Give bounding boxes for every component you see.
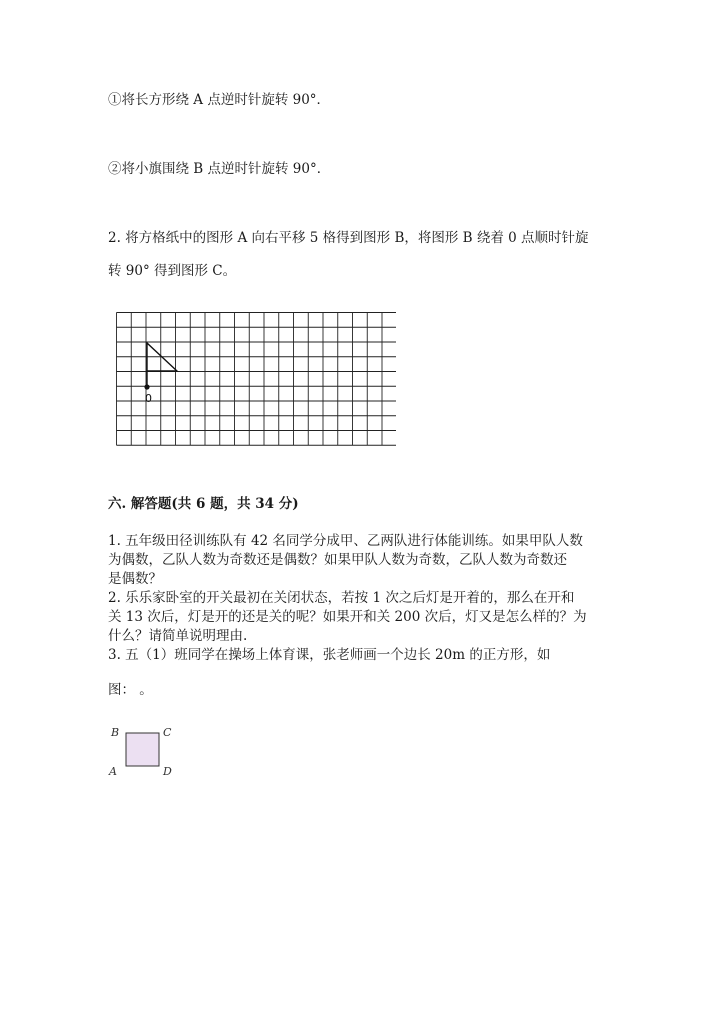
grid-lines — [117, 313, 397, 446]
question-2-line-2: 转 90° 得到图形 C。 — [108, 263, 237, 279]
question-2-line-1: 2. 将方格纸中的图形 A 向右平移 5 格得到图形 B，将图形 B 绕着 0 点顺时针旋 — [108, 230, 589, 246]
instruction-item-1: ①将长方形绕 A 点逆时针旋转 90°． — [108, 92, 331, 108]
vertex-label-a: A — [109, 765, 117, 778]
rotation-point-0 — [144, 384, 149, 389]
section-6-heading: 六. 解答题(共 6 题，共 34 分) — [108, 496, 299, 512]
section-6-q1-line-3: 是偶数？ — [108, 571, 162, 587]
section-6-q2-line-2: 关 13 次后，灯是开的还是关的呢？如果开和关 200 次后，灯又是怎么样的？为 — [108, 609, 587, 625]
square-figure — [106, 722, 186, 782]
rotation-point-label: 0 — [145, 392, 152, 405]
section-6-q2-line-1: 2. 乐乐家卧室的开关最初在关闭状态，若按 1 次之后灯是开着的，那么在开和 — [108, 590, 575, 606]
square-shape — [126, 733, 159, 766]
section-6-q1-line-2: 为偶数，乙队人数为奇数还是偶数？如果甲队人数为奇数，乙队人数为奇数还 — [108, 552, 567, 568]
instruction-item-2: ②将小旗围绕 B 点逆时针旋转 90°． — [108, 161, 331, 177]
vertex-label-b: B — [111, 726, 120, 739]
section-6-q3-line-2: 图： 。 — [108, 682, 153, 698]
section-6-q1-line-1: 1. 五年级田径训练队有 42 名同学分成甲、乙两队进行体能训练。如果甲队人数 — [108, 533, 583, 549]
vertex-label-d: D — [163, 765, 172, 778]
section-6-q3-line-1: 3. 五（1）班同学在操场上体育课，张老师画一个边长 20m 的正方形，如 — [108, 647, 551, 663]
section-6-q2-line-3: 什么？请简单说明理由. — [108, 628, 248, 644]
vertex-label-c: C — [163, 726, 172, 739]
grid-figure — [116, 312, 396, 452]
